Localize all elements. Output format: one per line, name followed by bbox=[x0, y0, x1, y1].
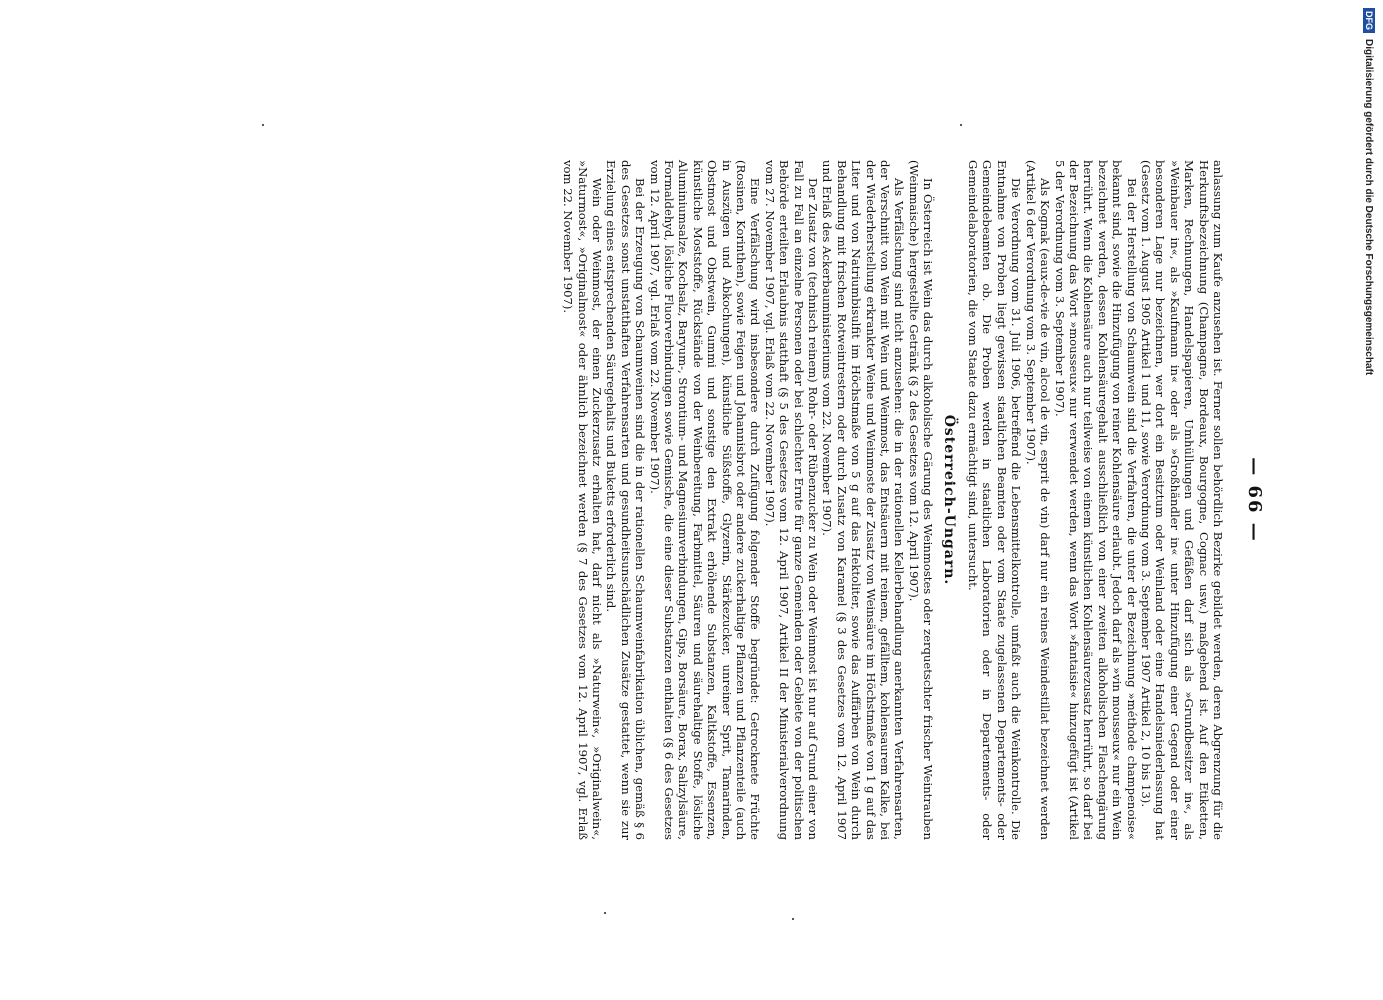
paragraph-7: Der Zusatz von (technisch reinem) Rohr- oder Rübenzucker zu Wein oder Weinmost ist nur auf Grund einer von Fall zu Fall an einzelne Personen oder bei schlechter Ernte für ganze Gemeinden oder Gebiete von der politischen Behörde erteilten Erlaubnis statthaft (§ 5 des Gesetzes vom 12. April 1907, Artikel II der Ministerialverordnung vom 27. November 1907, vgl. Erlaß vom 22. November 1907). bbox=[762, 160, 821, 840]
section-heading: Österreich-Ungarn. bbox=[940, 414, 957, 586]
paragraph-3: Als Kognak (eaux-de-vie de vin, alcool de vin, esprit de vin) darf nur ein reines Weindestillat bezeichnet werden (Artikel 6 der Verordnung vom 3. September 1907). bbox=[1023, 160, 1053, 840]
page-content bbox=[145, 150, 1265, 850]
dfg-watermark bbox=[1359, 8, 1379, 393]
paragraph-4: Die Verordnung vom 31. Juli 1906, betreffend die Lebensmittelkontrolle, umfaßt auch die Weinkontrolle. Die Entnahme von Proben liegt gewissen staatlichen Beamten oder vom Staate zugelassenen Departements- oder Gemeindebeamten ob. Die Proben werden in staatlichen Laboratorien oder in Departements- oder Gemeindelaboratorien, die vom Staate dazu ermächtigt sind, untersucht. bbox=[966, 160, 1024, 840]
scan-speck bbox=[262, 124, 264, 126]
watermark-text: Digitalisierung gefördert durch die Deutsche Forschungsgemeinschaft bbox=[1363, 39, 1375, 376]
dfg-logo: DFG bbox=[1363, 8, 1375, 33]
scanned-page bbox=[145, 150, 1265, 850]
scan-speck bbox=[960, 124, 962, 126]
paragraph-5: In Österreich ist Wein das durch alkoholische Gärung des Weinmostes oder zerquetschter frischer Weintrauben (Weinmaische) hergestellte Getränk (§ 2 des Gesetzes vom 12. April 1907). bbox=[906, 160, 936, 840]
scan-speck bbox=[604, 912, 606, 914]
page-number: — 66 — bbox=[1244, 457, 1265, 543]
paragraph-9: Bei der Erzeugung von Schaumweinen sind die in der rationellen Schaumweinfabrikation üblichen, gemäß § 6 des Gesetzes sonst unstatthaften Verfahrensarten und gesundheitsunschädlichen Zusätze gestattet, wenn sie zur Erzielung eines entsprechenden Säuregehalts und Buketts erforderlich sind. bbox=[604, 160, 648, 840]
paragraph-8: Eine Verfälschung wird insbesondere durch Zufügung folgender Stoffe begründet: Getrocknete Früchte (Rosinen, Korinthen), sowie Feigen und Johannisbrot oder andere zuckerhaltige Pflanzen und Pflanzenteile (auch in Auszügen und Abkochungen), künstliche Süßstoffe, Glyzerin, Stärkezucker, unreiner Sprit, Tamarinden, Obstmost und Obstwein, Gummi und sonstige den Extrakt erhöhende Substanzen, Kaltkstoffe, Essenzen, künstliche Moststoffe, Rückstände von der Weinbereitung, Farbmittel, Säuren und säurehaltige Stoffe, lösliche Aluminiumsalze, Kochsalz, Baryum-, Strontium- und Magnesiumverbindungen, Gips, Borsäure, Borax, Salizylsäure, Formaldehyd, lösliche Fluorverbindungen sowie Gemische, die eine dieser Substanzen enthalten (§ 6 des Gesetzes vom 12. April 1907, vgl. Erlaß vom 22. November 1907). bbox=[647, 160, 763, 840]
paragraph-2: Bei der Herstellung von Schaumwein sind die Verfahren, die unter der Bezeichnung »méthode champenoise« bekannt sind, sowie die Hinzufügung von reiner Kohlensäure erlaubt. Jedoch darf als »vin mousseux« nur ein Wein bezeichnet werden, dessen Kohlensäuregehalt ausschließlich von einer zweiten alkoholischen Flaschengärung herrührt. Wenn die Kohlensäure auch nur teilweise von einem künstlichen Kohlensäurezusatz herrührt, so darf bei der Bezeichnung das Wort »mousseux« nur verwendet werden, wenn das Wort »fantaisie« hinzugefügt ist (Artikel 5 der Verordnung vom 3. September 1907). bbox=[1052, 160, 1139, 840]
paragraph-6: Als Verfälschung sind nicht anzusehen: die in der rationellen Kellerbehandlung anerkannten Verfahrensarten, der Verschnitt von Wein mit Wein und Weinmost, das Entsäuern mit reinem, gefälltem, kohlensaurem Kalke, bei der Wiederherstellung erkrankter Weine und Weinmoste der Zusatz von Weinsäure im Höchstmaße von 1 g auf das Liter und von Natriumbisulfit im Höchstmaße von 5 g auf das Hektoliter, sowie das Auffärben von Wein durch Behandlung mit frischen Rotweintrestern oder durch Zusatz von Karamel (§ 3 des Gesetzes vom 12. April 1907 und Erlaß des Ackerbauministeriums vom 22. November 1907). bbox=[820, 160, 907, 840]
paragraph-10: Wein oder Weinmost, der einen Zuckerzusatz erhalten hat, darf nicht als »Naturwein«, »Originalwein«, »Naturmost«, »Originalmost« oder ähnlich bezeichnet werden (§ 7 des Gesetzes vom 12. April 1907, vgl. Erlaß vom 22. November 1907). bbox=[561, 160, 604, 840]
scan-speck bbox=[792, 918, 794, 920]
body-text bbox=[155, 160, 1225, 840]
paragraph-1: anlassung zum Kaufe anzusehen ist. Ferner sollen behördlich Bezirke gebildet werden, deren Abgrenzung für die Herkunftsbezeichnung (Champagne, Bordeaux, Bourgogne, Cognac usw.) maßgebend ist. Auf den Etiketten, Marken, Rechnungen, Handelspapieren, Umhüllungen und Gefäßen darf sich als »Grundbesitzer in«, als »Weinbauer in«, als »Kaufmann in« oder als »Großhändler in« unter Hinzufügung einer Gegend oder einer besonderen Lage nur bezeichnen, wer dort ein Besitztum oder Weinland oder eine Handelsniederlassung hat (Gesetz vom 1. August 1905 Artikel 1 und 11, sowie Verordnung vom 3. September 1907 Artikel 2, 10 bis 13). bbox=[1138, 160, 1225, 840]
